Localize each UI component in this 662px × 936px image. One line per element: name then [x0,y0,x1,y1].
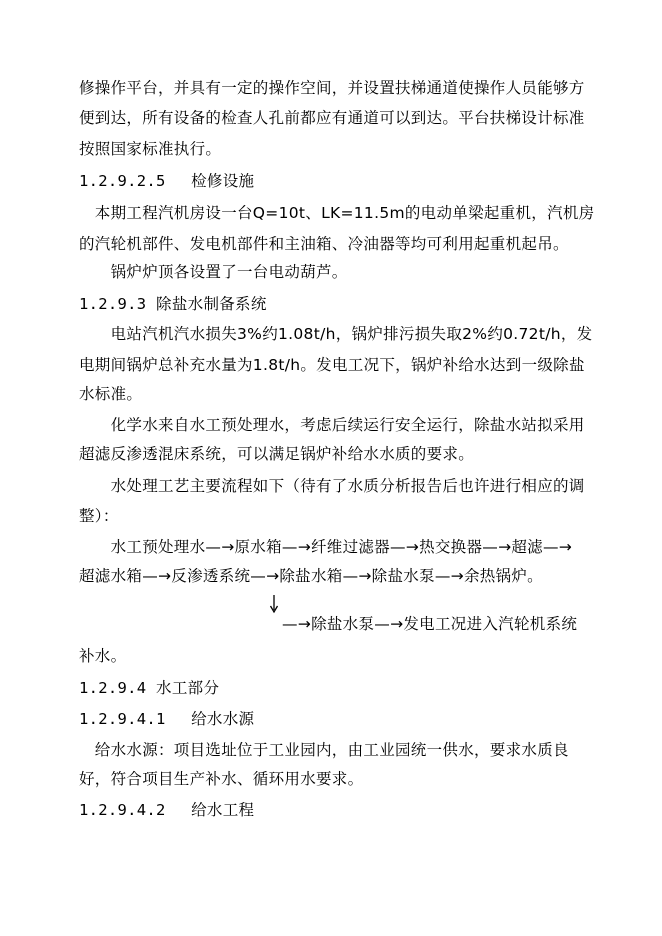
body-text-line: 便到达，所有设备的检查人孔前都应有通道可以到达。平台扶梯设计标准 [79,109,585,127]
down-arrow-icon [268,594,280,614]
body-text-line: 好，符合项目生产补水、循环用水要求。 [79,770,364,788]
section-heading-1-2-9-4: 1.2.9.4 水工部分 [79,679,220,697]
section-heading-1-2-9-4-1: 1.2.9.4.1 给水水源 [79,710,255,728]
body-text-line: 按照国家标准执行。 [79,140,222,158]
body-text-line: 补水。 [79,647,127,665]
body-text-line: 水标准。 [79,385,143,403]
section-heading-1-2-9-4-2: 1.2.9.4.2 给水工程 [79,801,255,819]
flow-line-branch: —→除盐水泵—→发电工况进入汽轮机系统 [282,615,578,633]
body-text-line: 超滤反渗透混床系统，可以满足锅炉补给水水质的要求。 [79,445,475,463]
section-heading-1-2-9-2-5: 1.2.9.2.5 检修设施 [79,172,255,190]
body-text-line: 水处理工艺主要流程如下（待有了水质分析报告后也许进行相应的调 [79,477,585,495]
body-text-line: 化学水来自水工预处理水，考虑后续运行安全运行，除盐水站拟采用 [79,416,585,434]
body-text-line: 修操作平台，并具有一定的操作空间，并设置扶梯通道使操作人员能够方 [79,79,585,97]
body-text-line: 整）： [79,507,119,525]
body-text-line: 给水水源：项目选址位于工业园内，由工业园统一供水，要求水质良 [79,741,569,759]
section-heading-1-2-9-3: 1.2.9.3 除盐水制备系统 [79,295,267,313]
body-text-line: 电期间锅炉总补充水量为1.8t/h。发电工况下，锅炉补给水达到一级除盐 [79,356,585,374]
flow-line-2: 超滤水箱—→反渗透系统—→除盐水箱—→除盐水泵—→余热锅炉。 [79,567,543,585]
body-text-line: 锅炉炉顶各设置了一台电动葫芦。 [79,263,348,281]
body-text-line: 电站汽机汽水损失3%约1.08t/h，锅炉排污损失取2%约0.72t/h，发 [79,325,593,343]
body-text-line: 本期工程汽机房设一台Q=10t、LK=11.5m的电动单梁起重机，汽机房 [79,204,595,222]
flow-line-1: 水工预处理水—→原水箱—→纤维过滤器—→热交换器—→超滤—→ [79,538,573,556]
body-text-line: 的汽轮机部件、发电机部件和主油箱、冷油器等均可利用起重机起吊。 [79,235,569,253]
